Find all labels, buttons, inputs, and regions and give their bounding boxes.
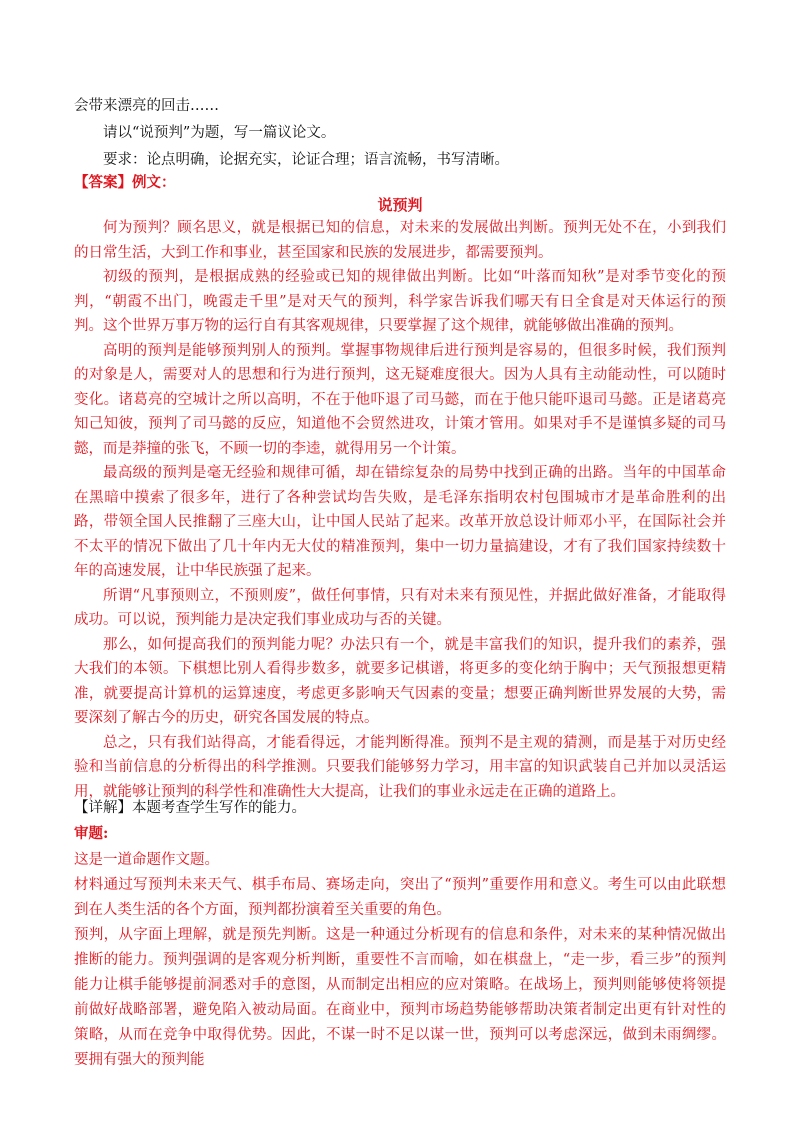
- essay-paragraph: 何为预判？顾名思义，就是根据已知的信息，对未来的发展做出判断。预判无处不在，小到我们的日常生活，大到工作和事业，甚至国家和民族的发展进步，都需要预判。: [74, 220, 726, 261]
- analysis-paragraph: 这是一道命题作文题。: [74, 852, 219, 868]
- analysis-body: [74, 848, 726, 1073]
- essay-body: [74, 216, 726, 804]
- intro-line-1: 会带来漂亮的回击……: [74, 98, 219, 114]
- essay-title: 说预判: [377, 196, 423, 214]
- analysis-paragraph: 材料通过写预判未来天气、棋手布局、赛场走向，突出了“预判”重要作用和意义。考生可以由此联想到在人类生活的各个方面，预判都扮演着至关重要的角色。: [74, 877, 726, 918]
- essay-paragraph: 那么，如何提高我们的预判能力呢？办法只有一个，就是丰富我们的知识，提升我们的素养，强大我们的本领。下棋想比别人看得步数多，就要多记棋谱，将更多的变化纳于胸中；天气预报想更精准，就要提高计算机的运算速度，考虑更多影响天气因素的变量；想要正确判断世界发展的大势，需要深刻了解古今的历史，研究各国发展的特点。: [74, 636, 726, 726]
- analysis-paragraph: 预判，从字面上理解，就是预先判断。这是一种通过分析现有的信息和条件，对未来的某种情况做出推断的能力。预判强调的是客观分析判断，重要性不言而喻，如在棋盘上，“走一步，看三步”的预判能力让棋手能够提前洞悉对手的意图，从而制定出相应的应对策略。在战场上，预判则能够使将领提前做好战略部署，避免陷入被动局面。在商业中，预判市场趋势能够帮助决策者制定出更有针对性的策略，从而在竞争中取得优势。因此，不谋一时不足以谋一世，预判可以考虑深远，做到未雨绸缪。要拥有强大的预判能: [74, 927, 726, 1068]
- essay-paragraph: 所谓“凡事预则立，不预则废”，做任何事情，只有对未来有预见性，并据此做好准备，才能取得成功。可以说，预判能力是决定我们事业成功与否的关键。: [74, 587, 726, 628]
- intro-line-2: 请以“说预判”为题，写一篇议论文。: [103, 125, 336, 141]
- analysis-heading: 审题:: [74, 825, 109, 842]
- essay-paragraph: 初级的预判，是根据成熟的经验或已知的规律做出判断。比如“叶落而知秋”是对季节变化的预判，“朝霞不出门，晚霞走千里”是对天气的预判，科学家告诉我们哪天有日全食是对天体运行的预判。这个世界万事万物的运行自有其客观规律，只要掌握了这个规律，就能够做出准确的预判。: [74, 269, 726, 334]
- essay-paragraph: 高明的预判是能够预判别人的预判。掌握事物规律后进行预判是容易的，但很多时候，我们预判的对象是人，需要对人的思想和行为进行预判，这无疑难度很大。因为人具有主动能动性，可以随时变化。诸葛亮的空城计之所以高明，不在于他吓退了司马懿，而在于他只能吓退司马懿。正是诸葛亮知己知彼，预判了司马懿的反应，知道他不会贸然进攻，计策才管用。如果对手不是谨慎多疑的司马懿，而是莽撞的张飞，不顾一切的李逵，就得用另一个计策。: [74, 342, 726, 457]
- essay-paragraph: 最高级的预判是毫无经验和规律可循，却在错综复杂的局势中找到正确的出路。当年的中国革命在黑暗中摸索了很多年，进行了各种尝试均告失败，是毛泽东指明农村包围城市才是革命胜利的出路，带领全国人民推翻了三座大山，让中国人民站了起来。改革开放总设计师邓小平，在国际社会并不太平的情况下做出了几十年内无大仗的精准预判，集中一切力量搞建设，才有了我们国家持续数十年的高速发展，让中华民族强了起来。: [74, 465, 726, 579]
- intro-line-3: 要求：论点明确，论据充实，论证合理；语言流畅，书写清晰。: [103, 152, 509, 168]
- answer-label: 【答案】例文：: [74, 174, 176, 191]
- explain-line: 【详解】本题考查学生写作的能力。: [74, 800, 306, 816]
- question-intro: [74, 93, 726, 174]
- essay-paragraph: 总之，只有我们站得高，才能看得远，才能判断得准。预判不是主观的猜测，而是基于对历史经验和当前信息的分析得出的科学推测。只要我们能够努力学习，用丰富的知识武装自己并加以灵活运用，就能够让预判的科学性和准确性大大提高，让我们的事业永远走在正确的道路上。: [74, 734, 726, 800]
